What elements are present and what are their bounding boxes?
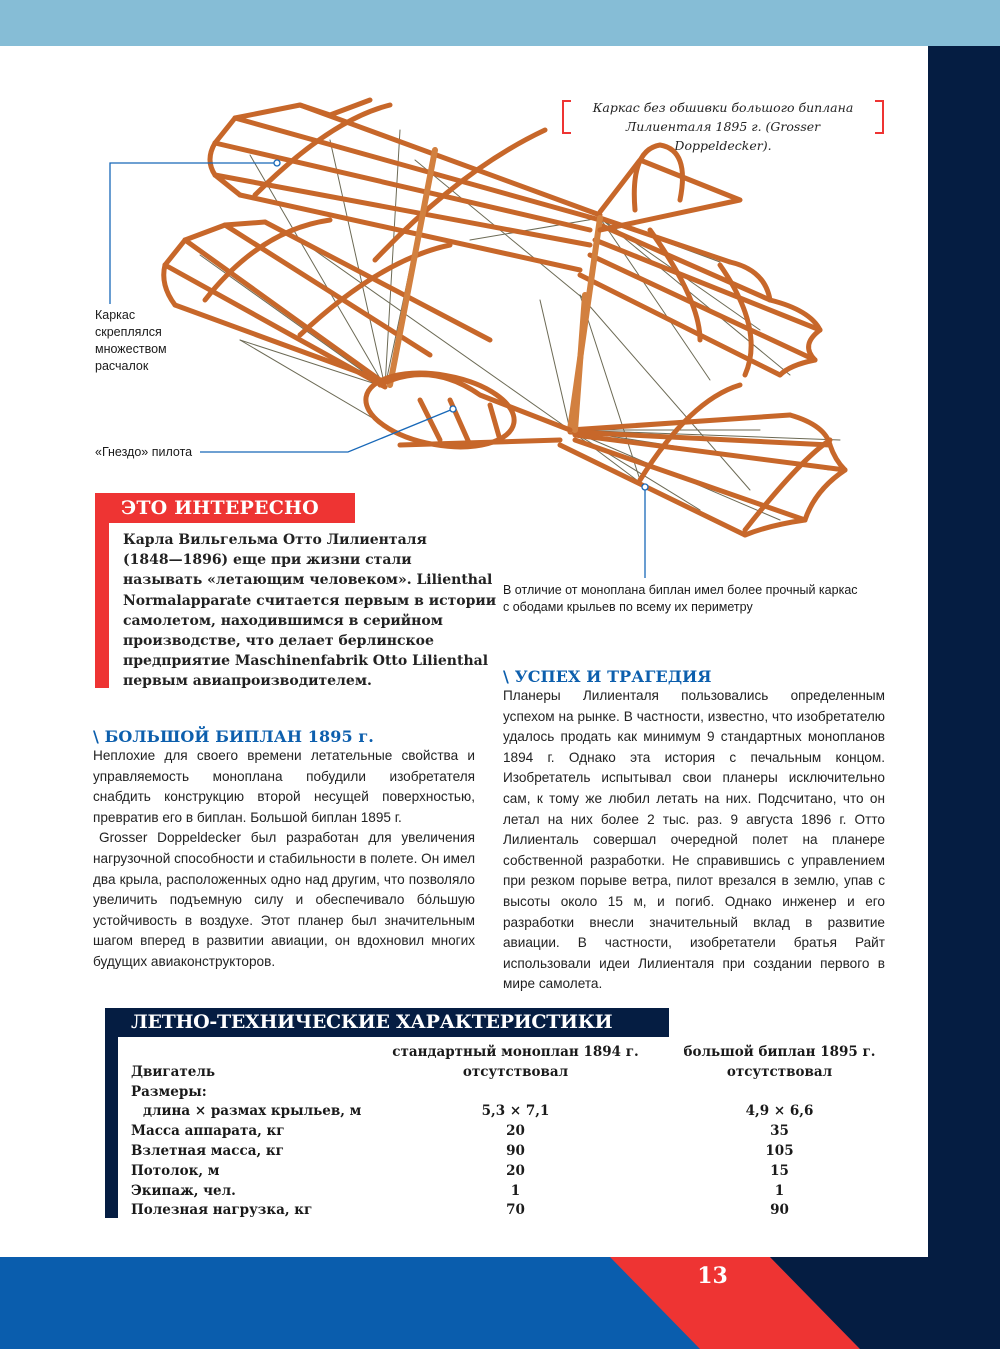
callout-bracing-line: множеством xyxy=(95,342,167,356)
row-biplane-value: 1 xyxy=(774,1182,785,1199)
row-label: Экипаж, чел. xyxy=(131,1182,236,1199)
table-row xyxy=(131,1201,901,1221)
row-monoplane-value: отсутствовал xyxy=(462,1063,569,1080)
table-row xyxy=(131,1083,901,1103)
callout-pilot-nest: «Гнездо» пилота xyxy=(95,445,193,459)
row-label: Размеры: xyxy=(131,1083,207,1100)
interest-line: (1848—1896) еще при жизни стали xyxy=(123,552,412,569)
section-heading-biplane: \ БОЛЬШОЙ БИПЛАН 1895 г. xyxy=(93,727,374,746)
table-row xyxy=(131,1142,901,1162)
specs-header-monoplane: стандартный моноплан 1894 г. xyxy=(392,1044,639,1060)
interest-line: первым авиапроизводителем. xyxy=(123,673,372,690)
success-paragraph: Планеры Лилиенталя пользовались определенным успехом на рынке. В частности, известно, что изобретателю удалось продать как минимум 9 стандартных монопланов 1894 г. Однако эта история с печальным концом. Изобретатель испытывал свои планеры исключительно сам, к тому же любил летать на них. Подсчитано, что он летал на них более 2 тыс. раз. 9 августа 1896 г. Отто Лилиенталь совершал очередной полет на планере собственной разработки. Не справившись с управлением при резком порыве ветра, пилот врезался в землю, упав с высоты около 15 м, и погиб. Однако инженер и его разработки внесли значительный вклад в развитие авиации. В частности, изобретатели братья Райт использовали идеи Лилиенталя при создании первого в мире самолета. xyxy=(503,688,885,992)
specs-header-biplane: большой биплан 1895 г. xyxy=(683,1044,876,1060)
row-biplane-value: 35 xyxy=(770,1123,789,1140)
row-label: Двигатель xyxy=(131,1063,216,1080)
specs-title: ЛЕТНО-ТЕХНИЧЕСКИЕ ХАРАКТЕРИСТИКИ xyxy=(105,1008,669,1037)
interest-box-text xyxy=(123,530,497,692)
interest-line: предприятие Maschinenfabrik Otto Lilienthal xyxy=(123,653,489,670)
callout-frame-line: с ободами крыльев по всему их периметру xyxy=(503,600,753,614)
section-body-success xyxy=(503,686,885,995)
caption-line-1: Каркас без обшивки большого биплана xyxy=(592,100,854,115)
row-label: длина × размах крыльев, м xyxy=(143,1103,362,1120)
row-biplane-value xyxy=(658,1083,901,1103)
callout-frame xyxy=(503,582,858,616)
section-body-biplane xyxy=(93,746,475,973)
callout-bracing-line: Каркас xyxy=(95,308,136,322)
biplane-paragraph-1: Неплохие для своего времени летательные свойства и управляемость моноплана побудили изобретателя снабдить конструкцию второй несущей поверхностью, превратив его в биплан. Большой биплан 1895 г. xyxy=(93,748,475,825)
row-monoplane-value: 1 xyxy=(510,1182,521,1199)
row-biplane-value: отсутствовал xyxy=(726,1063,833,1080)
interest-box-title: ЭТО ИНТЕРЕСНО xyxy=(95,493,355,523)
row-monoplane-value: 90 xyxy=(506,1142,525,1159)
callout-bracing-line: скреплялся xyxy=(95,325,162,339)
row-biplane-value: 4,9 × 6,6 xyxy=(745,1103,814,1120)
interest-line: Карла Вильгельма Отто Лилиенталя xyxy=(123,532,427,548)
row-label: Потолок, м xyxy=(131,1162,220,1179)
specs-accent-bar xyxy=(105,1008,118,1218)
row-label: Масса аппарата, кг xyxy=(131,1123,285,1140)
interest-line: производстве, что делает берлинское xyxy=(123,633,434,650)
table-row xyxy=(131,1063,901,1083)
row-label: Полезная нагрузка, кг xyxy=(131,1202,313,1219)
section-heading-success: \ УСПЕХ И ТРАГЕДИЯ xyxy=(503,667,712,686)
table-row xyxy=(131,1102,901,1122)
table-row xyxy=(131,1122,901,1142)
callout-frame-line: В отличие от моноплана биплан имел более прочный каркас xyxy=(503,583,858,597)
caption-line-2: Лилиенталя 1895 г. (Grosser Doppeldecker). xyxy=(625,119,821,153)
row-biplane-value: 90 xyxy=(770,1202,789,1219)
interest-line: самолетом, находившимся в серийном xyxy=(123,612,443,629)
row-monoplane-value: 20 xyxy=(506,1123,525,1140)
biplane-paragraph-2: Grosser Doppeldecker был разработан для увеличения нагрузочной способности и стабильности в полете. Он имел два крыла, расположенных одно над другим, что позволяло увеличить подъемную силу и обеспечивало бóльшую устойчивость в воздухе. Этот планер был значительным шагом вперед в развитии авиации, он вдохновил многих будущих авиаконструкторов. xyxy=(93,830,475,969)
table-row xyxy=(131,1182,901,1202)
row-biplane-value: 15 xyxy=(770,1162,789,1179)
row-monoplane-value: 20 xyxy=(506,1162,525,1179)
right-side-bar xyxy=(928,46,1000,1349)
page-number: 13 xyxy=(697,1263,728,1289)
row-monoplane-value: 70 xyxy=(506,1202,525,1219)
callout-bracing xyxy=(95,307,167,375)
table-row xyxy=(131,1162,901,1182)
specs-header-row xyxy=(131,1043,901,1063)
callout-bracing-line: расчалок xyxy=(95,359,149,373)
specs-header-label xyxy=(131,1043,373,1063)
specs-table xyxy=(131,1043,901,1221)
bottom-color-band xyxy=(0,1257,1000,1349)
row-monoplane-value xyxy=(373,1083,658,1103)
row-label: Взлетная масса, кг xyxy=(131,1142,284,1159)
row-biplane-value: 105 xyxy=(765,1142,794,1159)
row-monoplane-value: 5,3 × 7,1 xyxy=(481,1103,550,1120)
interest-line: называть «летающим человеком». Lilienthal xyxy=(123,572,493,589)
interest-line: Normalapparate считается первым в истории xyxy=(123,592,497,609)
